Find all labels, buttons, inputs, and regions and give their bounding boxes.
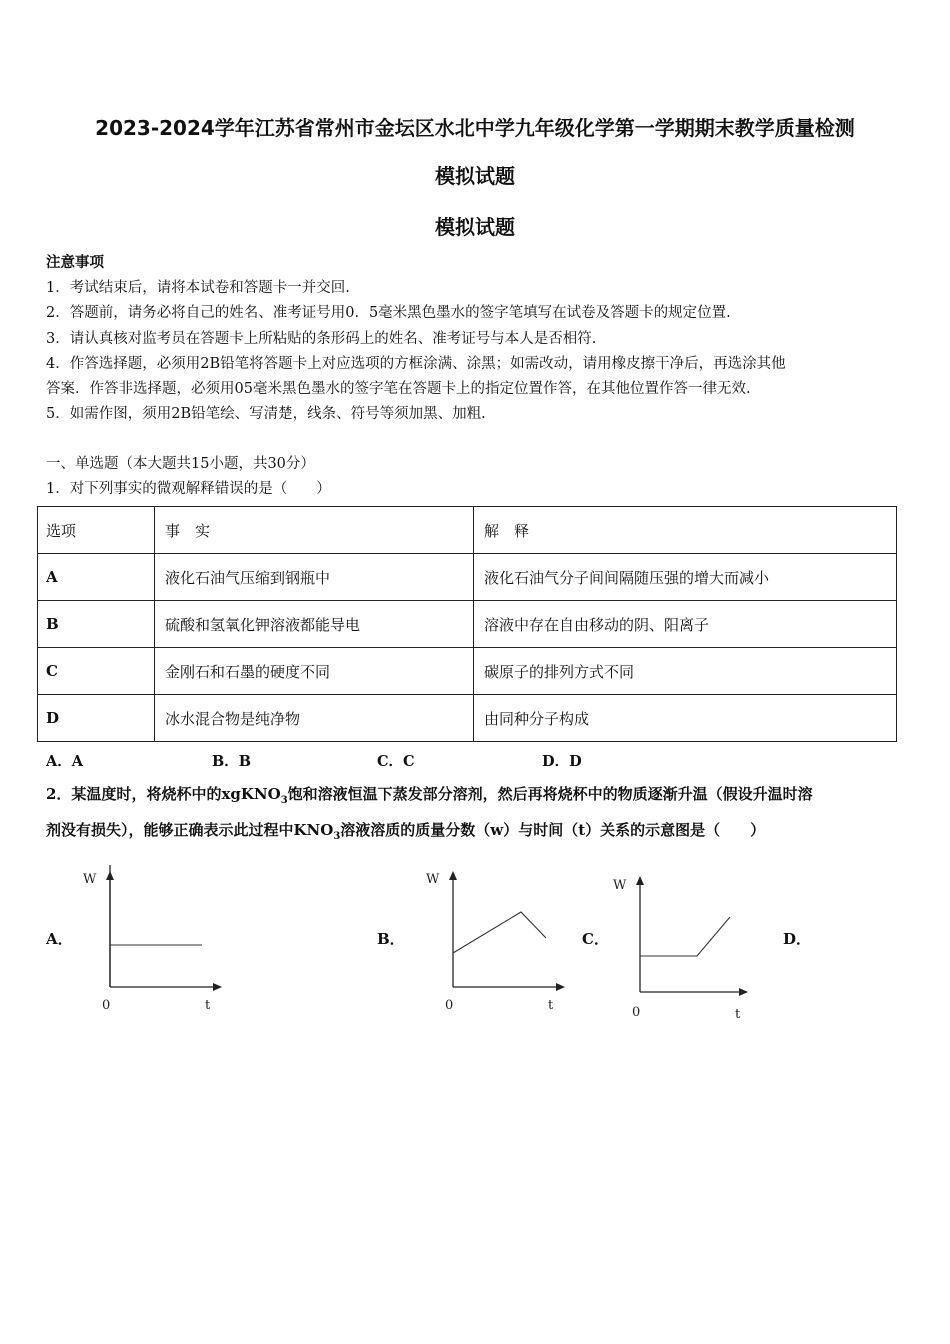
page-title-line2: 模拟试题 (435, 164, 515, 188)
notice-item-5: 5．如需作图，须用2B铅笔绘、写清楚，线条、符号等须加黑、加粗. (46, 406, 486, 422)
origin-label: 0 (102, 998, 111, 1013)
q2-text: 饱和溶液恒温下蒸发部分溶剂，然后再将烧杯中的物质逐渐升温（假设升温时溶 (287, 785, 813, 803)
q2-subscript: 3 (333, 831, 341, 842)
x-axis-label: t (735, 1007, 741, 1022)
y-axis-arrow-icon (449, 871, 457, 880)
question-1-table (37, 506, 897, 742)
q1-option-c: C．C (377, 753, 415, 770)
table-cell-fact: 金刚石和石墨的硬度不同 (155, 648, 474, 695)
q1-option-a: A．A (46, 753, 84, 770)
table-cell-option: A (38, 554, 155, 601)
table-cell-fact: 液化石油气压缩到钢瓶中 (155, 554, 474, 601)
question-2-stem-line1 (46, 783, 813, 806)
origin-label: 0 (445, 998, 454, 1013)
x-axis-arrow-icon (556, 983, 565, 991)
q1-option-b: B．B (212, 753, 252, 770)
q2-option-b-label: B． (377, 930, 405, 948)
table-header-cell: 事 实 (155, 507, 474, 554)
table-cell-option: C (38, 648, 155, 695)
y-axis-arrow-icon (636, 876, 644, 885)
y-axis-label: W (613, 878, 627, 893)
q2-text: 溶液溶质的质量分数（w）与时间（t）关系的示意图是（ ） (340, 821, 766, 839)
table-header-cell: 选项 (38, 507, 155, 554)
table-cell-explanation: 液化石油气分子间间隔随压强的增大而减小 (474, 554, 897, 601)
table-header-row (38, 507, 897, 554)
table-row (38, 695, 897, 742)
origin-label: 0 (632, 1005, 641, 1020)
section-heading: 一、单选题（本大题共15小题，共30分） (46, 456, 315, 472)
q2-subscript: 3 (280, 795, 288, 806)
table-cell-explanation: 溶液中存在自由移动的阴、阳离子 (474, 601, 897, 648)
x-axis-label: t (205, 998, 211, 1013)
graph-b (423, 865, 573, 1025)
notice-item-1: 1．考试结束后，请将本试卷和答题卡一并交回. (46, 280, 350, 296)
q2-option-c-label: C． (582, 930, 609, 948)
y-axis-label: W (83, 872, 97, 887)
q2-text: 剂没有损失），能够正确表示此过程中KNO (46, 821, 334, 839)
table-cell-explanation: 由同种分子构成 (474, 695, 897, 742)
table-row (38, 554, 897, 601)
question-2-stem-line2 (46, 819, 765, 842)
question-1-stem: 1．对下列事实的微观解释错误的是（ ） (46, 481, 331, 497)
q1-option-d: D．D (542, 753, 582, 770)
graph-c (610, 870, 760, 1030)
table-header-cell: 解 释 (474, 507, 897, 554)
curve (453, 912, 546, 953)
table-row (38, 648, 897, 695)
notice-item-4-cont: 答案．作答非选择题，必须用05毫米黑色墨水的签字笔在答题卡上的指定位置作答，在其他位置作答一律无效. (46, 381, 751, 397)
graph-a (80, 865, 230, 1025)
x-axis-arrow-icon (739, 988, 748, 996)
y-axis-arrow-icon (106, 871, 114, 880)
notice-item-4: 4．作答选择题，必须用2B铅笔将答题卡上对应选项的方框涂满、涂黑；如需改动，请用橡皮擦干净后，再选涂其他 (46, 356, 786, 372)
table-cell-option: B (38, 601, 155, 648)
notice-heading: 注意事项 (46, 254, 104, 271)
page-title-line1: 2023-2024学年江苏省常州市金坛区水北中学九年级化学第一学期期末教学质量检测 (95, 116, 855, 140)
x-axis-arrow-icon (213, 983, 222, 991)
table-cell-fact: 冰水混合物是纯净物 (155, 695, 474, 742)
page-title-line3: 模拟试题 (435, 215, 515, 239)
table-row (38, 601, 897, 648)
curve (640, 917, 730, 956)
table-cell-fact: 硫酸和氢氧化钾溶液都能导电 (155, 601, 474, 648)
table-cell-option: D (38, 695, 155, 742)
notice-item-2: 2．答题前，请务必将自己的姓名、准考证号用0．5毫米黑色墨水的签字笔填写在试卷及答题卡的规定位置. (46, 305, 731, 321)
q2-text: 2．某温度时，将烧杯中的xgKNO (46, 785, 281, 803)
q2-option-a-label: A． (46, 930, 73, 948)
notice-item-3: 3．请认真核对监考员在答题卡上所粘贴的条形码上的姓名、准考证号与本人是否相符. (46, 331, 597, 347)
x-axis-label: t (548, 998, 554, 1013)
y-axis-label: W (426, 872, 440, 887)
table-cell-explanation: 碳原子的排列方式不同 (474, 648, 897, 695)
q2-option-d-label: D． (783, 930, 812, 948)
